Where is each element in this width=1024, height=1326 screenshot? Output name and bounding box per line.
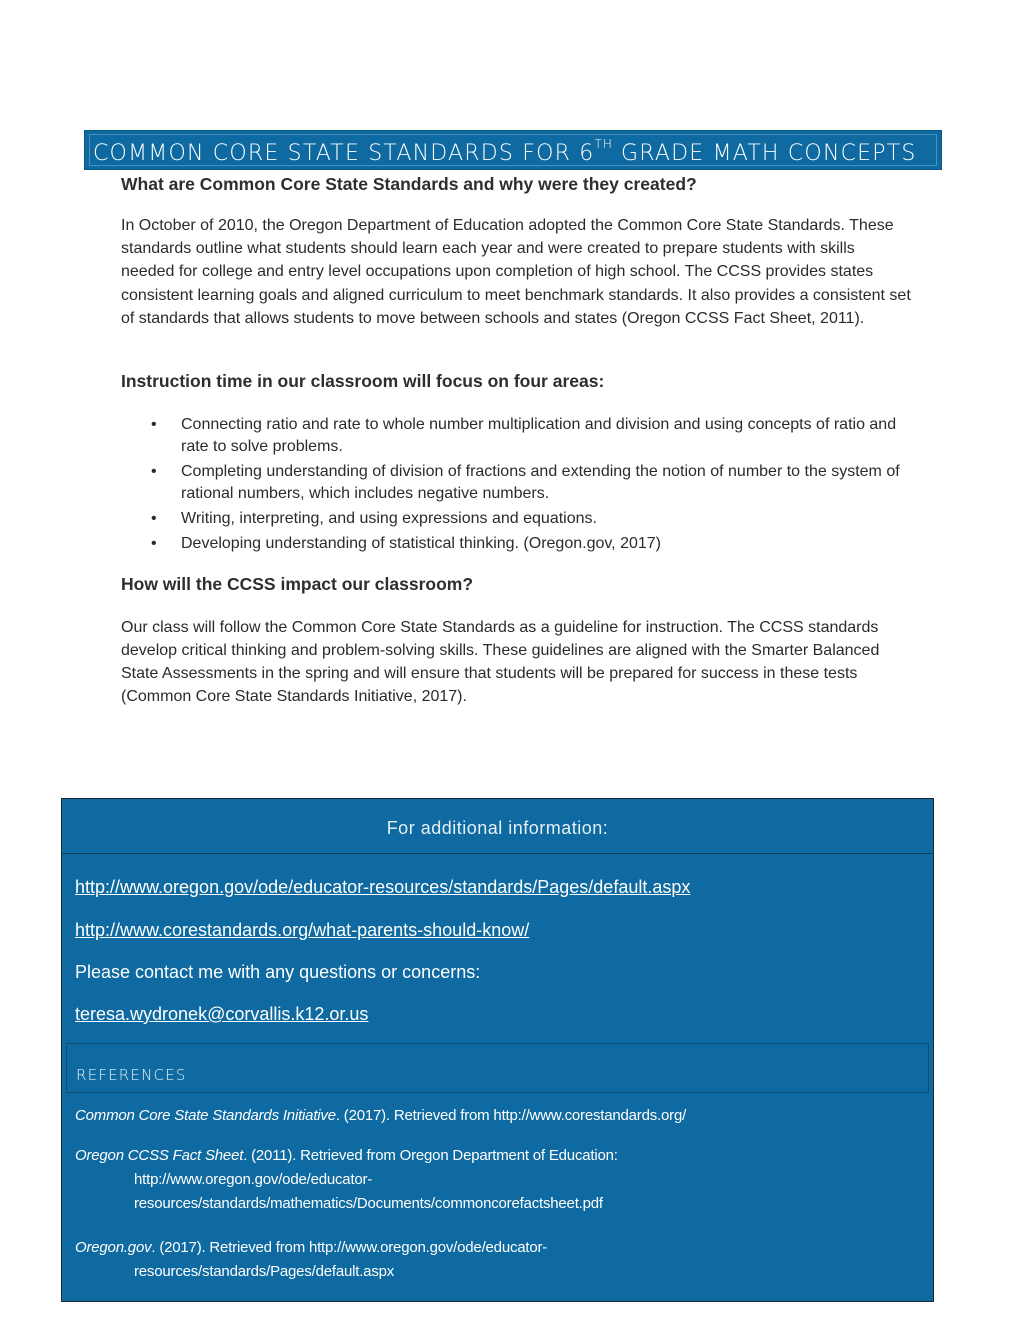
- list-item-text: Developing understanding of statistical thinking. (Oregon.gov, 2017): [181, 535, 661, 552]
- reference-title: Oregon CCSS Fact Sheet: [75, 1147, 244, 1164]
- bullet-icon: •: [151, 416, 157, 433]
- page-title: [93, 137, 917, 166]
- list-item: [121, 414, 911, 458]
- section-heading-impact: How will the CCSS impact our classroom?: [121, 574, 474, 594]
- reference-title: Oregon.gov: [75, 1239, 152, 1256]
- title-banner: [84, 130, 942, 170]
- title-suffix: GRADE MATH CONCEPTS: [612, 141, 917, 166]
- references-heading: REFERENCES: [76, 1066, 187, 1084]
- email-link[interactable]: teresa.wydronek@corvallis.k12.or.us: [75, 1004, 369, 1024]
- list-item: [121, 533, 911, 555]
- info-header: [62, 799, 933, 854]
- list-item-text: Completing understanding of division of fractions and extending the notion of number to the system of rational numbers, which includes negative numbers.: [181, 463, 900, 502]
- title-prefix: COMMON CORE STATE STANDARDS FOR 6: [93, 141, 595, 166]
- info-header-text: For additional information:: [386, 818, 609, 838]
- reference-rest: . (2017). Retrieved from http://www.corestandards.org/: [335, 1107, 687, 1124]
- section-heading-focus: Instruction time in our classroom will focus on four areas:: [121, 371, 605, 391]
- list-item-text: Writing, interpreting, and using expressions and equations.: [181, 510, 597, 527]
- reference-rest: . (2011). Retrieved from Oregon Department of Education:: [243, 1147, 618, 1164]
- section-paragraph-impact: Our class will follow the Common Core State Standards as a guideline for instruction. The CCSS standards develop critical thinking and problem-solving skills. These guidelines are aligned with the Smarter Balanced State Assessments in the spring and will ensure that students will be prepared for success in these tests (Common Core State Standards Initiative, 2017).: [121, 619, 880, 705]
- bullet-icon: •: [151, 535, 157, 552]
- reference-item: [75, 1144, 618, 1216]
- reference-item: [75, 1236, 547, 1284]
- reference-line: http://www.oregon.gov/ode/educator-: [134, 1171, 373, 1188]
- info-box: [61, 798, 934, 1302]
- focus-list: [121, 414, 911, 558]
- title-superscript: TH: [594, 137, 613, 151]
- section-paragraph-what: In October of 2010, the Oregon Department of Education adopted the Common Core State Standards. These standards outline what students should learn each year and were created to prepare students with skills needed for college and entry level occupations upon completion of high school. The CCSS provides states consistent learning goals and aligned curriculum to meet benchmark standards. It also provides a consistent set of standards that allows students to move between schools and states (Oregon CCSS Fact Sheet, 2011).: [121, 217, 911, 327]
- bullet-icon: •: [151, 510, 157, 527]
- reference-line: resources/standards/mathematics/Documents/commoncorefactsheet.pdf: [134, 1195, 603, 1212]
- link-oregon-standards[interactable]: http://www.oregon.gov/ode/educator-resources/standards/Pages/default.aspx: [75, 877, 691, 897]
- contact-text: Please contact me with any questions or concerns:: [75, 962, 481, 982]
- references-header: [66, 1043, 929, 1093]
- bullet-icon: •: [151, 463, 157, 480]
- reference-line: resources/standards/Pages/default.aspx: [134, 1263, 395, 1280]
- list-item: [121, 508, 911, 530]
- reference-title: Common Core State Standards Initiative: [75, 1107, 336, 1124]
- list-item: [121, 461, 911, 505]
- link-corestandards-parents[interactable]: http://www.corestandards.org/what-parents-should-know/: [75, 920, 530, 940]
- reference-item: [75, 1104, 686, 1128]
- section-heading-what: What are Common Core State Standards and why were they created?: [121, 174, 697, 194]
- reference-rest: . (2017). Retrieved from http://www.oregon.gov/ode/educator-: [151, 1239, 548, 1256]
- list-item-text: Connecting ratio and rate to whole number multiplication and division and using concepts of ratio and rate to solve problems.: [181, 416, 897, 455]
